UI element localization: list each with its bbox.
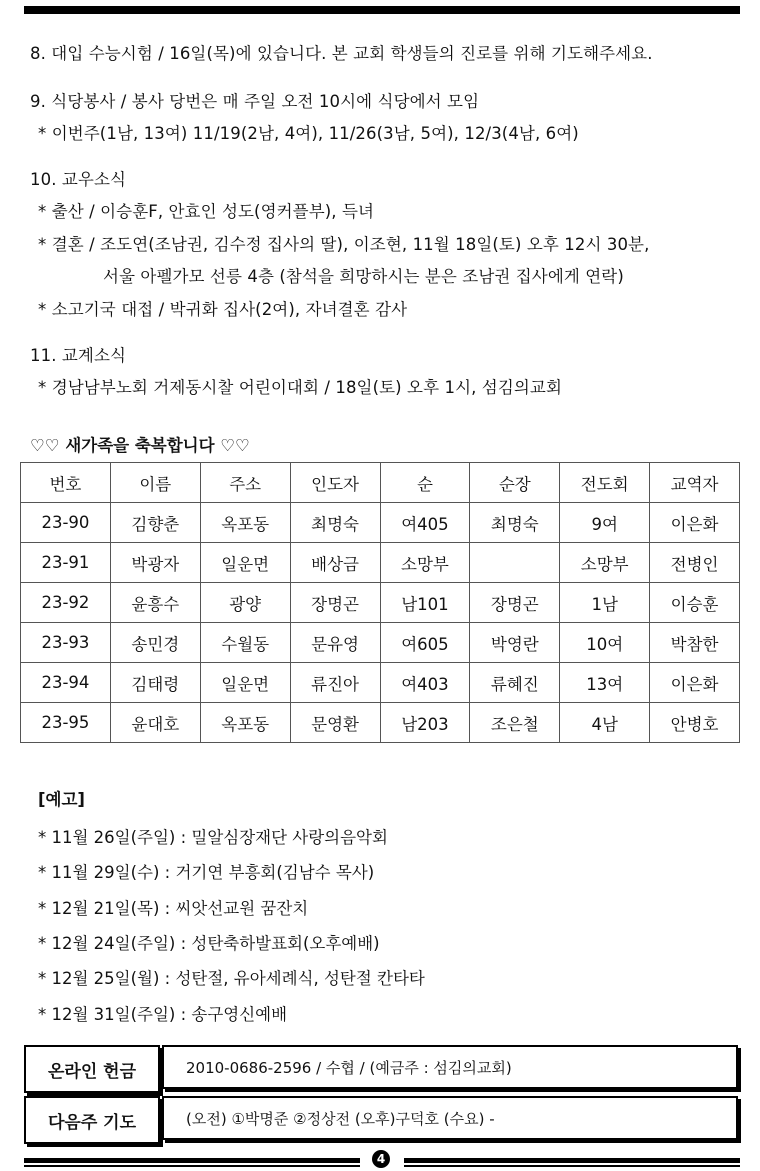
table-row <box>21 543 740 583</box>
table-cell: 옥포동 <box>200 503 290 543</box>
table-cell: 문유영 <box>290 623 380 663</box>
footer <box>24 1150 740 1170</box>
table-cell: 최명숙 <box>470 503 560 543</box>
table-row <box>21 663 740 703</box>
table-row <box>21 703 740 743</box>
online-offering-account: 2010-0686-2596 / 수협 / (예금주 : 섬김의교회) <box>162 1045 738 1089</box>
table-cell: 장명곤 <box>470 583 560 623</box>
notice-title: [예고] <box>38 790 85 809</box>
table-cell: 류진아 <box>290 663 380 703</box>
table-header-row <box>21 463 740 503</box>
table-cell: 광양 <box>200 583 290 623</box>
table-cell: 장명곤 <box>290 583 380 623</box>
table-cell: 13여 <box>560 663 650 703</box>
next-week-prayer-value: (오전) ①박명준 ②정상전 (오후)구덕호 (수요) - <box>162 1096 738 1140</box>
table-cell: 김태령 <box>110 663 200 703</box>
table-cell: 송민경 <box>110 623 200 663</box>
notice-item: * 12월 24일(주일) : 성탄축하발표회(오후예배) <box>38 934 380 953</box>
table-cell: 10여 <box>560 623 650 663</box>
announcement-wedding-line1: * 결혼 / 조도연(조남권, 김수정 집사의 딸), 이조현, 11월 18일(토) 오후 12시 30분, <box>38 235 650 254</box>
new-family-table <box>20 462 740 743</box>
table-cell: 배상금 <box>290 543 380 583</box>
table-cell: 4남 <box>560 703 650 743</box>
table-cell: 윤흥수 <box>110 583 200 623</box>
new-family-title: ♡♡ 새가족을 축복합니다 ♡♡ <box>30 436 250 455</box>
table-cell: 남203 <box>380 703 470 743</box>
column-header: 인도자 <box>290 463 380 503</box>
online-offering-label: 온라인 헌금 <box>24 1045 160 1093</box>
table-cell: 조은철 <box>470 703 560 743</box>
table-cell: 23-94 <box>21 663 111 703</box>
table-cell: 전병인 <box>650 543 740 583</box>
page-number: 4 <box>372 1150 390 1168</box>
table-cell: 이은화 <box>650 503 740 543</box>
table-row <box>21 583 740 623</box>
announcement-item-9-detail: * 이번주(1남, 13여) 11/19(2남, 4여), 11/26(3남, 5여), 12/3(4남, 6여) <box>38 124 579 143</box>
column-header: 교역자 <box>650 463 740 503</box>
table-cell: 9여 <box>560 503 650 543</box>
announcement-beef-soup: * 소고기국 대접 / 박귀화 집사(2여), 자녀결혼 감사 <box>38 300 408 319</box>
announcement-item-11-detail: * 경남남부노회 거제동시찰 어린이대회 / 18일(토) 오후 1시, 섬김의교회 <box>38 378 562 397</box>
announcement-item-10-title: 10. 교우소식 <box>30 170 127 189</box>
table-cell: 이승훈 <box>650 583 740 623</box>
top-rule <box>24 6 740 14</box>
table-row <box>21 623 740 663</box>
footer-rule-right <box>404 1158 740 1163</box>
column-header: 번호 <box>21 463 111 503</box>
table-cell: 23-91 <box>21 543 111 583</box>
notice-item: * 12월 25일(월) : 성탄절, 유아세례식, 성탄절 칸타타 <box>38 969 425 988</box>
table-cell: 최명숙 <box>290 503 380 543</box>
table-cell: 소망부 <box>560 543 650 583</box>
table-cell: 윤대호 <box>110 703 200 743</box>
table-cell: 류혜진 <box>470 663 560 703</box>
announcement-item-8: 8. 대입 수능시험 / 16일(목)에 있습니다. 본 교회 학생들의 진로를 위해 기도해주세요. <box>30 44 653 63</box>
table-cell: 여403 <box>380 663 470 703</box>
table-cell: 박광자 <box>110 543 200 583</box>
notice-item: * 12월 21일(목) : 씨앗선교원 꿈잔치 <box>38 899 309 918</box>
table-cell: 이은화 <box>650 663 740 703</box>
table-cell: 옥포동 <box>200 703 290 743</box>
notice-item: * 12월 31일(주일) : 송구영신예배 <box>38 1005 288 1024</box>
column-header: 전도회 <box>560 463 650 503</box>
table-cell: 박영란 <box>470 623 560 663</box>
next-week-prayer-label: 다음주 기도 <box>24 1096 160 1144</box>
column-header: 순 <box>380 463 470 503</box>
announcement-item-9-title: 9. 식당봉사 / 봉사 당번은 매 주일 오전 10시에 식당에서 모임 <box>30 92 480 111</box>
table-cell: 1남 <box>560 583 650 623</box>
table-cell: 문영환 <box>290 703 380 743</box>
table-cell: 일운면 <box>200 663 290 703</box>
table-cell: 23-95 <box>21 703 111 743</box>
table-cell: 23-93 <box>21 623 111 663</box>
table-cell: 23-90 <box>21 503 111 543</box>
column-header: 이름 <box>110 463 200 503</box>
table-row <box>21 503 740 543</box>
table-cell: 박참한 <box>650 623 740 663</box>
table-cell <box>470 543 560 583</box>
table-cell: 남101 <box>380 583 470 623</box>
column-header: 주소 <box>200 463 290 503</box>
table-cell: 김향춘 <box>110 503 200 543</box>
footer-rule-left <box>24 1158 360 1163</box>
notice-item: * 11월 26일(주일) : 밀알심장재단 사랑의음악회 <box>38 828 388 847</box>
table-cell: 소망부 <box>380 543 470 583</box>
table-cell: 일운면 <box>200 543 290 583</box>
table-cell: 수월동 <box>200 623 290 663</box>
table-cell: 23-92 <box>21 583 111 623</box>
announcement-wedding-line2: 서울 아펠가모 선릉 4층 (참석을 희망하시는 분은 조남권 집사에게 연락) <box>103 267 624 286</box>
table-cell: 여405 <box>380 503 470 543</box>
column-header: 순장 <box>470 463 560 503</box>
announcement-birth: * 출산 / 이승훈F, 안효인 성도(영커플부), 득녀 <box>38 202 375 221</box>
table-cell: 여605 <box>380 623 470 663</box>
table-cell: 안병호 <box>650 703 740 743</box>
notice-item: * 11월 29일(수) : 거기연 부흥회(김남수 목사) <box>38 863 375 882</box>
announcement-item-11-title: 11. 교계소식 <box>30 346 127 365</box>
